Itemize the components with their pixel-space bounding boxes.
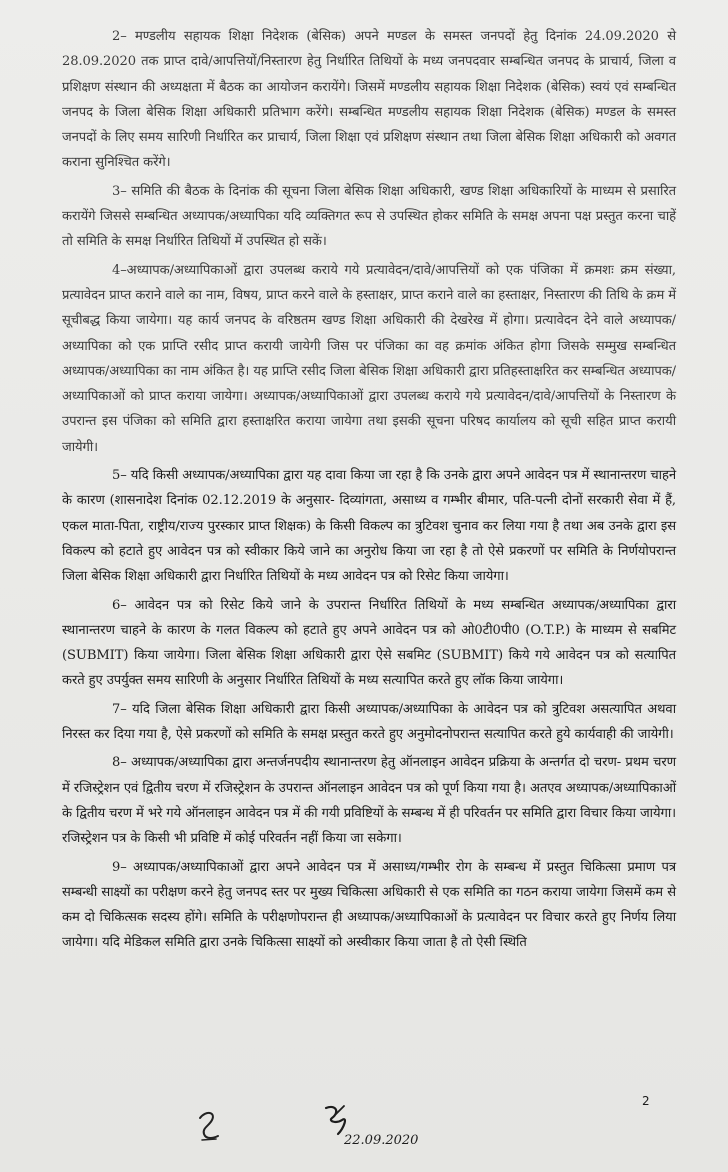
handwritten-signature xyxy=(314,1102,434,1150)
paragraph-8: 8– अध्यापक/अध्यापिका द्वारा अन्तर्जनपदीय स्थानान्तरण हेतु ऑनलाइन आवेदन प्रक्रिया के अन्तर्गत दो चरण- प्रथम चरण में रजिस्ट्रेशन एवं द्वितीय चरण में रजिस्ट्रेशन के उपरान्त ऑनलाइन आवेदन पत्र को पूर्ण किया गया है। अतएव अध्यापक/अध्यापिकाओं के द्वितीय चरण में भरे गये ऑनलाइन आवेदन पत्र में की गयी प्रविष्टियों के सम्बन्ध में ही परिवर्तन पर समिति द्वारा विचार किया जायेगा। रजिस्ट्रेशन पत्र के किसी भी प्रविष्टि में कोई परिवर्तन नहीं किया जा सकेगा। xyxy=(62,755,676,847)
paragraph-6: 6– आवेदन पत्र को रिसेट किये जाने के उपरान्त निर्धारित तिथियों के मध्य सम्बन्धित अध्यापक/अध्यापिका द्वारा स्थानान्तरण चाहने के कारण के गलत विकल्प को हटाते हुए अपने आवेदन पत्र को ओ0टी0पी0 (O.T.P.) के माध्यम से सबमिट (SUBMIT) किया जायेगा। जिला बेसिक शिक्षा अधिकारी द्वारा ऐसे सबमिट (SUBMIT) किये गये आवेदन पत्र को सत्यापित करते हुए उपर्युक्त समय सारिणी के अनुसार निर्धारित तिथियों के मध्य सत्यापित करते हुए लॉक किया जायेगा। xyxy=(62,597,676,689)
paragraph-5: 5– यदि किसी अध्यापक/अध्यापिका द्वारा यह दावा किया जा रहा है कि उनके द्वारा अपने आवेदन पत्र में स्थानान्तरण चाहने के कारण (शासनादेश दिनांक 02.12.2019 के अनुसार- दिव्यांगता, असाध्य व गम्भीर बीमार, पति-पत्नी दोनों सरकारी सेवा में हैं, एकल माता-पिता, राष्ट्रीय/राज्य पुरस्कार प्राप्त शिक्षक) के किसी विकल्प का त्रुटिवश चुनाव कर लिया गया है तथा अब उनके द्वारा इस विकल्प को हटाते हुए आवेदन पत्र को स्वीकार किये जाने का अनुरोध किया जा रहा है तो ऐसे प्रकरणों पर समिति के निर्णयोपरान्त जिला बेसिक शिक्षा अधिकारी द्वारा निर्धारित तिथियों के मध्य आवेदन पत्र को रिसेट किया जायेगा। xyxy=(62,468,676,585)
handwritten-initials xyxy=(196,1108,222,1144)
paragraph-3: 3– समिति की बैठक के दिनांक की सूचना जिला बेसिक शिक्षा अधिकारी, खण्ड शिक्षा अधिकारियों के माध्यम से प्रसारित करायेंगे जिससे सम्बन्धित अध्यापक/अध्यापिका यदि व्यक्तिगत रूप से उपस्थित होकर समिति के समक्ष अपना पक्ष प्रस्तुत करना चाहें तो समिति के समक्ष निर्धारित तिथियों में उपस्थित हो सकें। xyxy=(62,183,676,250)
paragraph-9: 9– अध्यापक/अध्यापिकाओं द्वारा अपने आवेदन पत्र में असाध्य/गम्भीर रोग के सम्बन्ध में प्रस्तुत चिकित्सा प्रमाण पत्र सम्बन्धी साक्ष्यों का परीक्षण करने हेतु जनपद स्तर पर मुख्य चिकित्सा अधिकारी से एक समिति का गठन कराया जायेगा जिसमें कम से कम दो चिकित्सक सदस्य होंगे। समिति के परीक्षणोपरान्त ही अध्यापक/अध्यापिकाओं के प्रत्यावेदन पर विचार करते हुए निर्णय लिया जायेगा। यदि मेडिकल समिति द्वारा उनके चिकित्सा साक्ष्यों को अस्वीकार किया जाता है तो ऐसी स्थिति xyxy=(62,859,676,951)
paragraph-2: 2– मण्डलीय सहायक शिक्षा निदेशक (बेसिक) अपने मण्डल के समस्त जनपदों हेतु दिनांक 24.09.2020 से 28.09.2020 तक प्राप्त दावे/आपत्तियों/निस्तारण हेतु निर्धारित तिथियों के मध्य जनपदवार सम्बन्धित जनपद के प्राचार्य, जिला व प्रशिक्षण संस्थान की अध्यक्षता में बैठक का आयोजन करायेंगे। जिसमें मण्डलीय सहायक शिक्षा निदेशक (बेसिक) स्वयं एवं सम्बन्धित जनपद के जिला बेसिक शिक्षा अधिकारी प्रतिभाग करेंगे। सम्बन्धित मण्डलीय सहायक शिक्षा निदेशक (बेसिक) मण्डल के समस्त जनपदों के लिए समय सारिणी निर्धारित कर प्राचार्य, जिला शिक्षा एवं प्रशिक्षण संस्थान तथा जिला बेसिक शिक्षा अधिकारी को अवगत कराना सुनिश्चित करेंगे। xyxy=(62,29,676,171)
page-number: 2 xyxy=(642,1094,650,1108)
paragraph-4: 4–अध्यापक/अध्यापिकाओं द्वारा उपलब्ध कराये गये प्रत्यावेदन/दावे/आपत्तियों को एक पंजिका में क्रमशः क्रम संख्या, प्रत्यावेदन प्राप्त कराने वाले का नाम, विषय, प्राप्त करने वाले के हस्ताक्षर, प्राप्त कराने वाले का हस्ताक्षर, निस्तारण की तिथि के क्रम में सूचीबद्ध किया जायेगा। यह कार्य जनपद के वरिष्ठतम खण्ड शिक्षा अधिकारी की देखरेख में होगा। प्रत्यावेदन देने वाले अध्यापक/अध्यापिका को एक प्राप्ति रसीद प्राप्त करायी जायेगी जिस पर पंजिका का वह क्रमांक अंकित होगा जिसके सम्मुख सम्बन्धित अध्यापक/अध्यापिका का नाम अंकित है। यह प्राप्ति रसीद जिला बेसिक शिक्षा अधिकारी द्वारा प्रतिहस्ताक्षरित कर सम्बन्धित अध्यापक/अध्यापिकाओं को प्राप्त कराया जायेगा। अध्यापक/अध्यापिकाओं द्वारा उपलब्ध कराये गये प्रत्यावेदन/दावे/आपत्तियों के निस्तारण के उपरान्त इस पंजिका को समिति द्वारा हस्ताक्षरित कराया जायेगा तथा इसकी सूचना परिषद कार्यालय को सूची सहित प्राप्त करायी जायेगी। xyxy=(62,262,676,455)
paragraph-7: 7– यदि जिला बेसिक शिक्षा अधिकारी द्वारा किसी अध्यापक/अध्यापिका के आवेदन पत्र को त्रुटिवश असत्यापित अथवा निरस्त कर दिया गया है, ऐसे प्रकरणों को समिति के समक्ष प्रस्तुत करते हुए अनुमोदनोपरान्त सत्यापित करते हुये कार्यवाही की जायेगी। xyxy=(62,701,676,743)
signature-date: 22.09.2020 xyxy=(344,1133,419,1148)
